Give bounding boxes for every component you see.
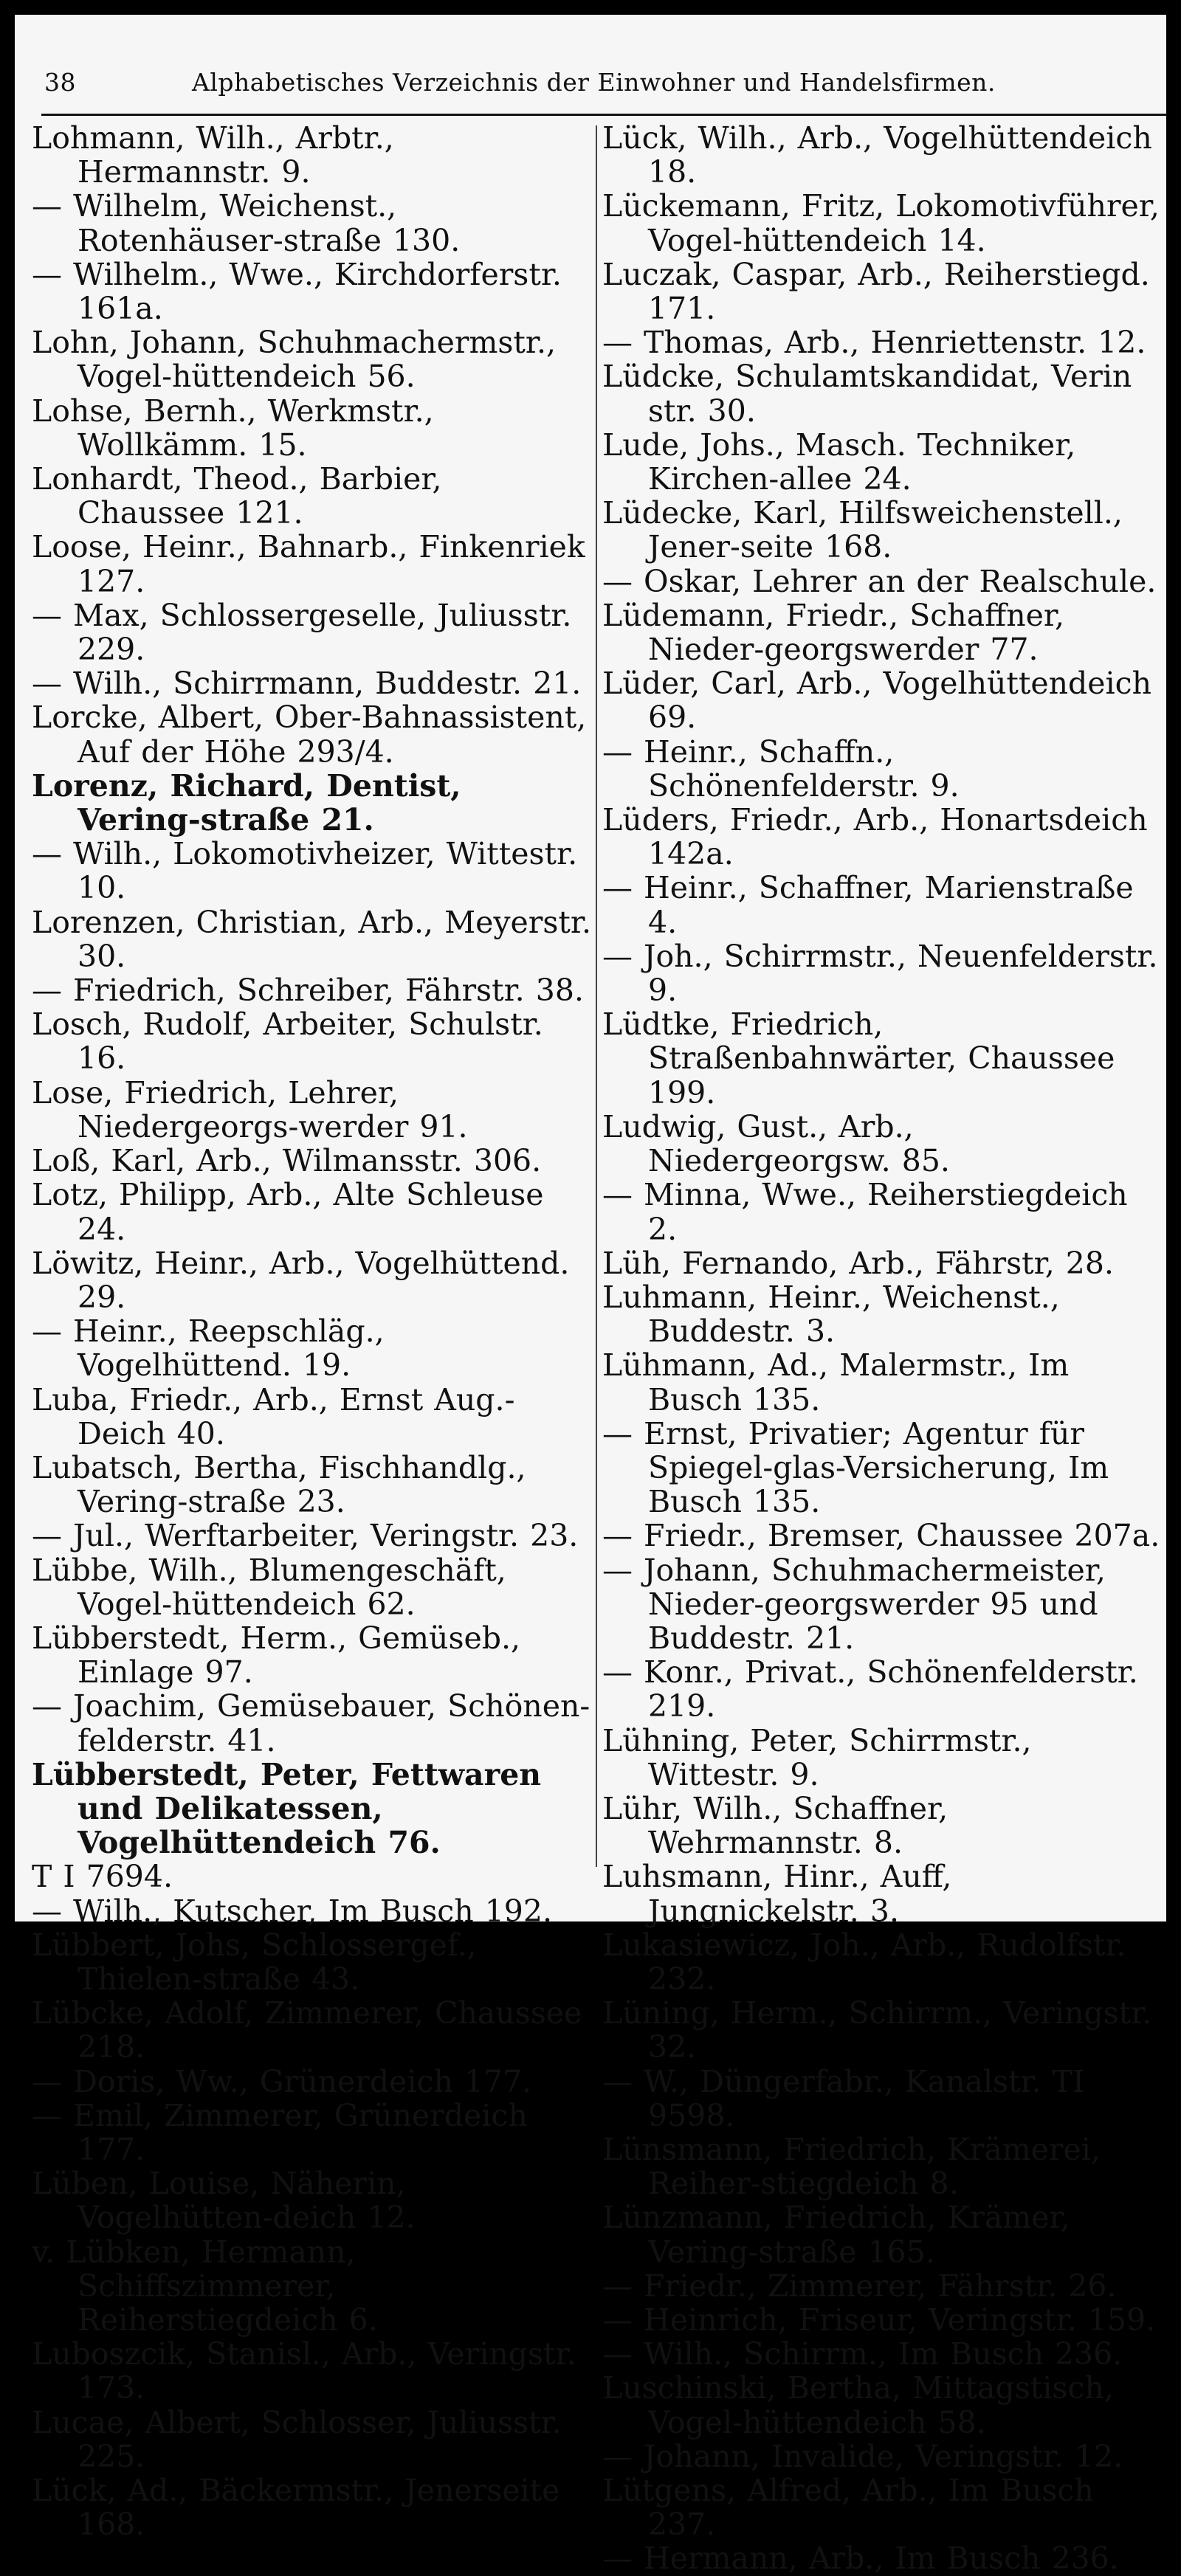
directory-entry: Lucae, Albert, Schlosser, Juliusstr. 225. xyxy=(32,2404,562,2474)
directory-entry: — Joachim, Gemüsebauer, Schönen-felderstr. 41. xyxy=(32,1688,590,1758)
directory-entry: — Max, Schlossergeselle, Juliusstr. 229. xyxy=(32,597,572,668)
directory-entry: — Wilh., Kutscher, Im Busch 192. xyxy=(32,1893,552,1929)
directory-entry: Luhsmann, Hinr., Auff, Jungnickelstr. 3. xyxy=(602,1859,952,1929)
directory-entry: Lühmann, Ad., Malermstr., Im Busch 135. xyxy=(602,1347,1070,1418)
directory-entry: — W., Düngerfabr., Kanalstr. TI 9598. xyxy=(602,2063,1085,2133)
directory-entry: — Wilh., Lokomotivheizer, Wittestr. 10. xyxy=(32,836,578,906)
directory-entry: — Hermann, Arb., Im Busch 236. xyxy=(602,2541,1119,2576)
directory-entry: Lubatsch, Bertha, Fischhandlg., Vering-straße 23. xyxy=(32,1449,526,1520)
header-rule xyxy=(41,114,1167,116)
directory-entry: Lonhardt, Theod., Barbier, Chaussee 121. xyxy=(32,461,442,531)
directory-entry: Lohn, Johann, Schuhmachermstr., Vogel-hüttendeich 56. xyxy=(32,325,557,395)
directory-page xyxy=(15,15,1166,2576)
directory-entry: — Wilh., Schirrm., Im Busch 236. xyxy=(602,2336,1123,2372)
directory-entry: Losch, Rudolf, Arbeiter, Schulstr. 16. xyxy=(32,1006,543,1077)
directory-entry: Lühning, Peter, Schirrmstr., Wittestr. 9. xyxy=(602,1722,1032,1792)
directory-entry: Loß, Karl, Arb., Wilmansstr. 306. xyxy=(32,1143,542,1179)
directory-entry: Luboszcik, Stanisl., Arb., Veringstr. 173. xyxy=(32,2336,576,2406)
directory-entry: Lüdcke, Schulamtskandidat, Verin str. 30. xyxy=(602,359,1132,429)
directory-entry: Lukasiewicz, Joh., Arb., Rudolfstr. 232. xyxy=(602,1927,1126,1997)
directory-entry: Lückemann, Fritz, Lokomotivführer, Vogel-hüttendeich 14. xyxy=(602,188,1160,258)
directory-entry: — Friedr., Zimmerer, Fährstr. 26. xyxy=(602,2268,1117,2304)
directory-entry: Lübbe, Wilh., Blumengeschäft, Vogel-hüttendeich 62. xyxy=(32,1552,506,1622)
directory-entry: — Ernst, Privatier; Agentur für Spiegel-glas-Versicherung, Im Busch 135. xyxy=(602,1415,1109,1520)
directory-entry: Lüder, Carl, Arb., Vogelhüttendeich 69. xyxy=(602,666,1152,736)
directory-entry: — Joh., Schirrmstr., Neuenfelderstr. 9. xyxy=(602,938,1158,1009)
directory-entry: Lüders, Friedr., Arb., Honartsdeich 142a. xyxy=(602,802,1148,872)
directory-entry: Lünzmann, Friedrich, Krämer, Vering-straße 165. xyxy=(602,2200,1070,2270)
directory-entry: Lübbert, Johs, Schlossergef., Thielen-straße 43. xyxy=(32,1927,477,1997)
right-column xyxy=(602,121,1162,2576)
directory-entry: Luba, Friedr., Arb., Ernst Aug.-Deich 40. xyxy=(32,1381,515,1451)
page-header xyxy=(44,68,996,97)
directory-entry: Lübcke, Adolf, Zimmerer, Chaussee 218. xyxy=(32,1995,582,2065)
directory-entry: — Johann, Invalide, Veringstr. 12. xyxy=(602,2438,1123,2474)
directory-entry: Lüdemann, Friedr., Schaffner, Nieder-georgswerder 77. xyxy=(602,597,1065,668)
directory-entry: — Minna, Wwe., Reiherstiegdeich 2. xyxy=(602,1177,1128,1247)
directory-entry: Lose, Friedrich, Lehrer, Niedergeorgs-werder 91. xyxy=(32,1074,468,1144)
directory-entry: Luschinski, Bertha, Mittagstisch, Vogel-hüttendeich 58. xyxy=(602,2370,1114,2440)
directory-entry: Lohmann, Wilh., Arbtr., Hermannstr. 9. xyxy=(32,120,394,190)
directory-entry: — Wilhelm., Wwe., Kirchdorferstr. 161a. xyxy=(32,256,562,327)
directory-entry: — Wilh., Schirrmann, Buddestr. 21. xyxy=(32,666,582,702)
left-column xyxy=(32,121,591,2541)
directory-entry: Lüben, Louise, Näherin, Vogelhütten-deich 12. xyxy=(32,2166,416,2236)
directory-entry: Lüdecke, Karl, Hilfsweichenstell., Jener-seite 168. xyxy=(602,495,1123,565)
directory-entry: Lübberstedt, Peter, Fettwaren und Delikatessen, Vogelhüttendeich 76. xyxy=(32,1756,542,1861)
column-divider xyxy=(596,125,597,1867)
directory-entry: — Heinr., Schaffner, Marienstraße 4. xyxy=(602,870,1134,940)
directory-entry: Lütgens, Alfred, Arb., Im Busch 237. xyxy=(602,2473,1094,2543)
directory-entry: — Heinr., Reepschläg., Vogelhüttend. 19. xyxy=(32,1313,385,1384)
directory-entry: T I 7694. xyxy=(32,1859,173,1895)
directory-entry: Lück, Wilh., Arb., Vogelhüttendeich 18. xyxy=(602,120,1152,190)
directory-entry: Lotz, Philipp, Arb., Alte Schleuse 24. xyxy=(32,1177,544,1247)
directory-entry: Lüdtke, Friedrich, Straßenbahnwärter, Chaussee 199. xyxy=(602,1006,1115,1111)
directory-entry: — Oskar, Lehrer an der Realschule. xyxy=(602,563,1157,599)
directory-entry: Luczak, Caspar, Arb., Reiherstiegd. 171. xyxy=(602,256,1150,327)
directory-entry: Lude, Johs., Masch. Techniker, Kirchen-allee 24. xyxy=(602,427,1076,497)
directory-entry: Lorenz, Richard, Dentist, Vering-straße 21. xyxy=(32,767,461,838)
directory-entry: Lorcke, Albert, Ober-Bahnassistent, Auf der Höhe 293/4. xyxy=(32,700,587,770)
directory-entry: — Friedrich, Schreiber, Fährstr. 38. xyxy=(32,973,584,1009)
directory-entry: — Friedr., Bremser, Chaussee 207a. xyxy=(602,1518,1160,1554)
directory-entry: — Wilhelm, Weichenst., Rotenhäuser-straße 130. xyxy=(32,188,461,258)
directory-entry: — Heinrich, Friseur, Veringstr. 159. xyxy=(602,2302,1156,2338)
directory-entry: Lübberstedt, Herm., Gemüseb., Einlage 97. xyxy=(32,1620,521,1691)
page-number: 38 xyxy=(44,68,76,97)
directory-entry: Löwitz, Heinr., Arb., Vogelhüttend. 29. xyxy=(32,1245,570,1315)
directory-entry: — Johann, Schuhmachermeister, Nieder-georgswerder 95 und Buddestr. 21. xyxy=(602,1552,1106,1656)
directory-entry: Loose, Heinr., Bahnarb., Finkenriek 127. xyxy=(32,529,585,599)
directory-entry: — Thomas, Arb., Henriettenstr. 12. xyxy=(602,325,1146,361)
directory-entry: Lück, Ad., Bäckermstr., Jenerseite 168. xyxy=(32,2473,560,2543)
directory-entry: Lüh, Fernando, Arb., Fährstr, 28. xyxy=(602,1245,1114,1281)
directory-entry: — Emil, Zimmerer, Grünerdeich 177. xyxy=(32,2097,528,2167)
directory-entry: v. Lübken, Hermann, Schiffszimmerer, Reiherstiegdeich 6. xyxy=(32,2234,378,2338)
directory-entry: Lüning, Herm., Schirrm., Veringstr. 32. xyxy=(602,1995,1152,2065)
directory-entry: Lühr, Wilh., Schaffner, Wehrmannstr. 8. xyxy=(602,1790,948,1861)
page-title: Alphabetisches Verzeichnis der Einwohner und Handelsfirmen. xyxy=(192,68,996,97)
directory-entry: — Jul., Werftarbeiter, Veringstr. 23. xyxy=(32,1518,579,1554)
directory-entry: Lorenzen, Christian, Arb., Meyerstr. 30. xyxy=(32,904,592,974)
directory-entry: Ludwig, Gust., Arb., Niedergeorgsw. 85. xyxy=(602,1108,950,1179)
directory-entry: Luhmann, Heinr., Weichenst., Buddestr. 3. xyxy=(602,1279,1060,1350)
directory-entry: — Heinr., Schaffn., Schönenfelderstr. 9. xyxy=(602,733,960,804)
directory-entry: Lünsmann, Friedrich, Krämerei, Reiher-stiegdeich 8. xyxy=(602,2131,1101,2202)
directory-entry: Lohse, Bernh., Werkmstr., Wollkämm. 15. xyxy=(32,393,434,463)
directory-entry: — Konr., Privat., Schönenfelderstr. 219. xyxy=(602,1654,1138,1724)
directory-entry: — Doris, Ww., Grünerdeich 177. xyxy=(32,2063,532,2099)
